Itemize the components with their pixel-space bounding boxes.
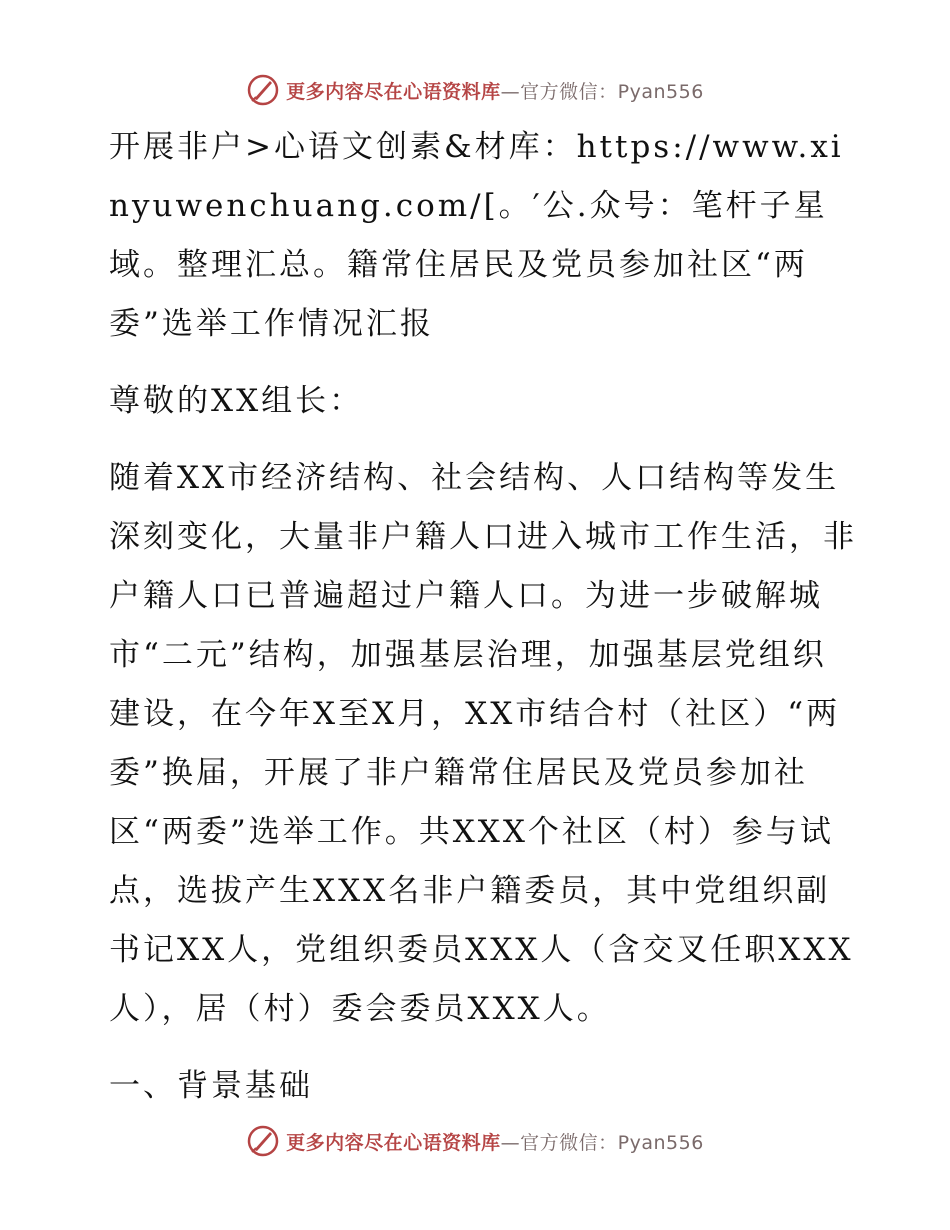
section-heading: 一、背景基础: [109, 1068, 313, 1104]
banner-text: [286, 1128, 704, 1155]
quill-logo-icon: [246, 1124, 280, 1158]
salutation: 尊敬的XX组长：: [109, 383, 364, 419]
banner-wechat: —官方微信：Pyan556: [500, 80, 704, 103]
paragraph-body: 随着XX市经济结构、社会结构、人口结构等发生深刻变化，大量非户籍人口进入城市工作生活，非户籍人口已普遍超过户籍人口。为进一步破解城市“二元”结构，加强基层治理，加强基层党组织建设，在今年X至X月，XX市结合村（社区）“两委”换届，开展了非户籍常住居民及党员参加社区“两委”选举工作。共XXX个社区（村）参与试点，选拔产生XXX名非户籍委员，其中党组织副书记XX人，党组织委员XXX人（含交叉任职XXX人），居（村）委会委员XXX人。: [109, 460, 857, 1027]
banner-title: 更多内容尽在心语资料库: [286, 1131, 501, 1154]
banner-wechat: —官方微信：Pyan556: [500, 1131, 704, 1154]
banner-text: [286, 77, 704, 104]
banner-title: 更多内容尽在心语资料库: [286, 80, 501, 103]
document-body: [97, 118, 857, 1116]
footer-watermark-banner: [0, 1119, 950, 1163]
header-watermark-banner: [0, 68, 950, 112]
quill-logo-icon: [246, 73, 280, 107]
document-title: 开展非户>心语文创素&材库：https://www.xinyuwenchuang.com/[。′公.众号：笔杆子星域。整理汇总。籍常住居民及党员参加社区“两委”选举工作情况汇报: [109, 129, 844, 342]
